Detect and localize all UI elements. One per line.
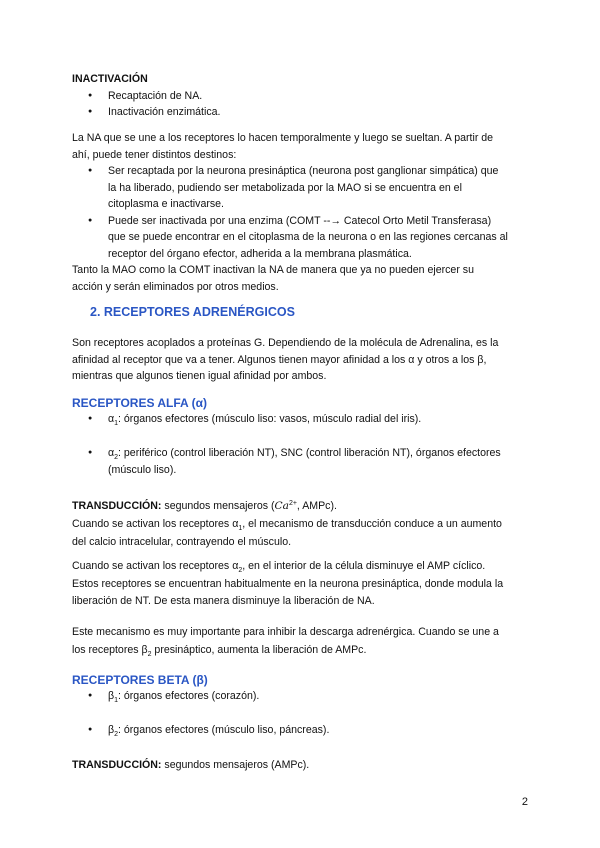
alfa-list [72, 445, 532, 478]
text-line: receptor del órgano efector, adherida a la membrana plasmática. [108, 247, 412, 260]
list-item-beta2: ● $\beta_2$: órganos efectores (músculo liso, páncreas). [72, 722, 532, 739]
text-line: mientras que algunos tienen igual afinidad por ambos. [72, 370, 327, 382]
text-line: afinidad al receptor que va a tener. Algunos tienen mayor afinidad a los α y otros a los β, [72, 353, 487, 366]
beta-heading: RECEPTORES BETA (β) [72, 673, 208, 687]
text-line: liberación de NT. De esta manera disminuye la liberación de NA. [72, 595, 375, 607]
list-item-alfa2: ● $\alpha_2$: periférico (control liberación NT), SNC (control liberación NT), órganos efectores (músculo liso). [72, 445, 532, 478]
text-line: que se puede encontrar en el citoplasma de la neurona o en las regiones cercanas al [108, 231, 508, 243]
text-line: Este mecanismo es muy importante para inhibir la descarga adrenérgica. Cuando se une a [72, 626, 499, 638]
destinos-list [72, 163, 532, 262]
text-line: TRANSDUCCIÓN: segundos mensajeros ($Ca^{2+}$, AMPc). [72, 500, 337, 512]
text-line: Cuando se activan los receptores $\alpha_2$, en el interior de la célula disminuye el AMP cíclico. [72, 560, 486, 574]
text-line: Tanto la MAO como la COMT inactivan la NA de manera que ya no pueden ejercer su [72, 264, 474, 276]
text-line: TRANSDUCCIÓN: segundos mensajeros (AMPc). [72, 759, 310, 771]
text-line: Son receptores acoplados a proteínas G. Dependiendo de la molécula de Adrenalina, es la [72, 337, 499, 349]
destinos-paragraph [72, 130, 532, 262]
text-line: Puede ser inactivada por una enzima (COMT --→ Catecol Orto Metil Transferasa) [108, 214, 492, 227]
text-line: citoplasma e inactivarse. [108, 198, 224, 210]
beta-list [72, 722, 532, 739]
list-item: ● Recaptación de NA. [72, 88, 532, 105]
text-line: del calcio intracelular, contrayendo el músculo. [72, 536, 292, 548]
acoplados-paragraph [72, 335, 532, 385]
text-line: la ha liberado, pudiendo ser metabolizada por la MAO si se encuentra en el [108, 181, 462, 194]
list-item-alfa1: ● $\alpha_1$: órganos efectores (músculo liso: vasos, músculo radial del iris). [72, 411, 532, 428]
list-item-beta1: ● $\beta_1$: órganos efectores (corazón). [72, 688, 532, 705]
text-line: Ser recaptada por la neurona presináptica (neurona post ganglionar simpática) que [108, 165, 499, 177]
list-item: ● Inactivación enzimática. [72, 104, 532, 121]
text-line: La NA que se une a los receptores lo hacen temporalmente y luego se sueltan. A partir de [72, 132, 494, 144]
mao-paragraph [72, 262, 532, 295]
inactivacion-section [72, 71, 532, 121]
section-title: 2. RECEPTORES ADRENÉRGICOS [90, 305, 295, 319]
page-number: 2 [521, 796, 528, 808]
mecanismo-paragraph [72, 624, 532, 659]
text-line: Estos receptores se encuentran habitualmente en la neurona presináptica, donde modula la [72, 577, 504, 590]
list-item [72, 213, 532, 263]
alfa-heading: RECEPTORES ALFA (α) [72, 396, 207, 410]
inactivacion-heading: INACTIVACIÓN [72, 73, 148, 85]
text-line: ahí, puede tener distintos destinos: [72, 148, 237, 161]
beta-list [72, 688, 532, 705]
transduccion-beta [72, 757, 532, 774]
list-item [72, 163, 532, 213]
inactivacion-list [72, 88, 532, 121]
alfa-list [72, 411, 532, 428]
text-line: acción y serán eliminados por otros medios. [72, 280, 279, 293]
alfa2-paragraph [72, 558, 532, 611]
transduccion-alfa [72, 497, 532, 551]
text-line: Cuando se activan los receptores $\alpha_1$, el mecanismo de transducción conduce a un aumento [72, 518, 502, 532]
text-line: los receptores $\beta_2$ presináptico, aumenta la liberación de AMPc. [72, 643, 367, 658]
